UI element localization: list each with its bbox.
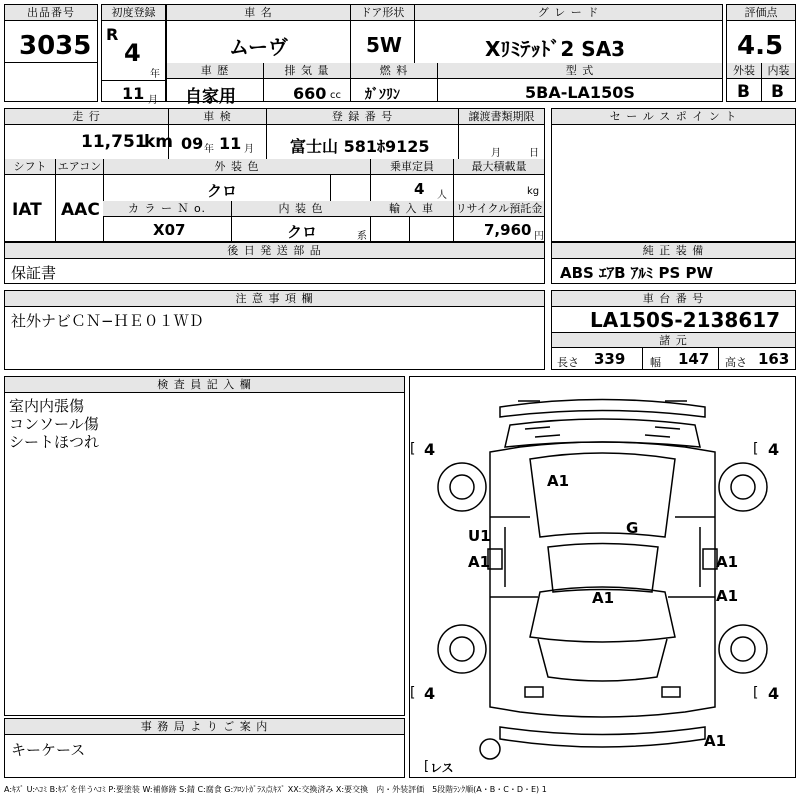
spare-tire: レス	[430, 761, 454, 775]
mark-right-a2: A1	[716, 587, 739, 605]
grade-label: グ レ ー ド	[414, 5, 722, 21]
displacement: 660	[293, 84, 327, 103]
int-color-label: 内 装 色	[231, 201, 370, 217]
sales-box	[551, 108, 796, 242]
equipment-box	[551, 242, 796, 284]
reg-number: 富士山 581ﾎ9125	[290, 137, 430, 156]
int-color-unit: 系	[357, 231, 367, 242]
inspector-line-2: コンソール傷	[9, 415, 99, 433]
history-label: 車 歴	[167, 63, 263, 79]
chassis-label: 車 台 番 号	[552, 291, 795, 307]
transfer-month: 月	[491, 148, 501, 159]
tire-bracket-fl: [	[410, 441, 416, 457]
equipment-label: 純 正 装 備	[552, 243, 795, 259]
car-outline-diagram	[410, 377, 795, 777]
model: 5BA-LA150S	[525, 83, 635, 102]
load-label: 最大積載量	[453, 159, 544, 175]
insp-month: 11	[219, 134, 242, 153]
mark-bumper: A1	[704, 732, 727, 750]
score-box	[726, 4, 796, 102]
mark-right-a1: A1	[716, 553, 739, 571]
mark-left-u: U1	[468, 527, 491, 545]
condition-diagram	[409, 376, 796, 778]
mileage-label: 走 行	[5, 109, 168, 125]
color-no-label: カ ラ ー Ｎ o.	[103, 201, 231, 217]
color-label: 外 装 色	[103, 159, 370, 175]
history: 自家用	[185, 87, 236, 107]
spec-label: 諸 元	[552, 332, 795, 348]
shift-label: シフト	[5, 159, 55, 175]
insp-month-unit: 月	[244, 144, 254, 155]
month-unit: 月	[148, 95, 158, 106]
ext-color: クロ	[207, 182, 238, 200]
mark-left-a: A1	[468, 553, 491, 571]
mark-roof: A1	[547, 472, 570, 490]
inspector-label: 検 査 員 記 入 欄	[5, 377, 404, 393]
legend: A:ｷｽﾞ U:ﾍｺﾐ B:ｷｽﾞを伴うﾍｺﾐ P:要塗装 W:補修跡 S:錆 C:腐食 G:ﾌﾛﾝﾄｶﾞﾗｽ点ｷｽﾞ XX:交換済み X:要交換 内・外装評価 5段階ﾗﾝｸ順(A・B・C・D・E) 1	[4, 785, 547, 794]
disp-label: 排 気 量	[263, 63, 350, 79]
tire-bracket-fr: [	[753, 441, 759, 457]
length: 339	[594, 350, 626, 368]
inspector-line-3: シートほつれ	[9, 433, 100, 451]
ext-label: 外装	[727, 63, 761, 79]
mileage-unit: km	[144, 132, 174, 152]
hgt-label: 高さ	[725, 356, 747, 369]
ac: AAC	[61, 200, 100, 220]
shift: IAT	[12, 200, 42, 220]
first-reg-box	[101, 4, 166, 106]
parts-label: 後 日 発 送 部 品	[5, 243, 544, 259]
details-box	[4, 108, 545, 242]
reg-number-label: 登 録 番 号	[266, 109, 458, 125]
car-info-box	[166, 4, 723, 107]
reg-era: R	[106, 25, 119, 44]
tire-bracket-rr: [	[753, 685, 759, 701]
ac-label: エアコン	[55, 159, 103, 175]
transfer-label: 譲渡書類期限	[458, 109, 544, 125]
width: 147	[678, 350, 710, 368]
int-label: 内装	[761, 63, 795, 79]
parts-value: 保証書	[11, 264, 57, 282]
door-type: 5W	[366, 33, 402, 57]
notes-value: 社外ナビＣＮ−ＨＥ０１ＷＤ	[11, 312, 204, 330]
recycle: 7,960	[484, 221, 532, 239]
inspector-line-1: 室内内張傷	[9, 397, 85, 415]
car-name-label: 車 名	[167, 5, 350, 21]
office-box	[4, 718, 405, 778]
lot-label: 出品番号	[5, 5, 97, 21]
score: 4.5	[737, 31, 784, 61]
chassis-number: LA150S-2138617	[590, 308, 781, 332]
reg-month: 11	[122, 84, 145, 103]
tire-fr: 4	[768, 440, 780, 459]
disp-unit: cc	[330, 90, 341, 101]
int-grade: B	[771, 82, 784, 102]
notes-label: 注 意 事 項 欄	[5, 291, 544, 307]
tire-fl: 4	[424, 440, 436, 459]
inspection-label: 車 検	[168, 109, 266, 125]
ext-grade: B	[737, 82, 750, 102]
parts-box	[4, 242, 545, 284]
fuel-label: 燃 料	[350, 63, 437, 79]
capacity: 4	[414, 180, 425, 198]
insp-year-unit: 年	[204, 144, 214, 155]
tire-rr: 4	[768, 684, 780, 703]
wid-label: 幅	[650, 356, 661, 369]
capacity-label: 乗車定員	[370, 159, 453, 175]
office-label: 事 務 局 よ り ご 案 内	[5, 719, 404, 735]
first-reg-label: 初度登録	[102, 5, 165, 21]
recycle-label: リサイクル預託金	[453, 201, 544, 217]
notes-box	[4, 290, 545, 370]
mark-floor: A1	[592, 589, 615, 607]
fuel: ｶﾞｿﾘﾝ	[365, 87, 400, 103]
transfer-day: 日	[529, 148, 539, 159]
height: 163	[758, 350, 790, 368]
int-color: クロ	[287, 223, 318, 241]
inspector-box	[4, 376, 405, 716]
model-label: 型 式	[437, 63, 722, 79]
chassis-box	[551, 290, 796, 370]
mileage: 11,751	[81, 132, 147, 152]
year-unit: 年	[150, 69, 160, 80]
color-no: X07	[153, 221, 186, 239]
door-label: ドア形状	[350, 5, 414, 21]
import-label: 輸 入 車	[370, 201, 453, 217]
capacity-unit: 人	[437, 190, 447, 201]
load-unit: kg	[527, 186, 540, 197]
reg-year: 4	[124, 39, 141, 67]
score-label: 評価点	[727, 5, 795, 21]
car-name: ムーヴ	[229, 35, 288, 59]
lot-number: 3035	[19, 31, 92, 61]
insp-year: 09	[181, 134, 204, 153]
tire-rl: 4	[424, 684, 436, 703]
lot-box	[4, 4, 98, 102]
office-value: キーケース	[11, 741, 86, 759]
grade: Xﾘﾐﾃｯﾄﾞ2 SA3	[485, 37, 626, 61]
recycle-unit: 円	[534, 231, 544, 242]
sales-label: セ ー ル ス ポ イ ン ト	[552, 109, 795, 125]
equipment-value: ABS ｴｱB ｱﾙﾐ PS PW	[560, 264, 714, 282]
len-label: 長さ	[557, 356, 579, 369]
mark-glass: G	[626, 519, 639, 537]
tire-bracket-rl: [	[410, 685, 416, 701]
spare-bracket: [	[424, 759, 430, 774]
